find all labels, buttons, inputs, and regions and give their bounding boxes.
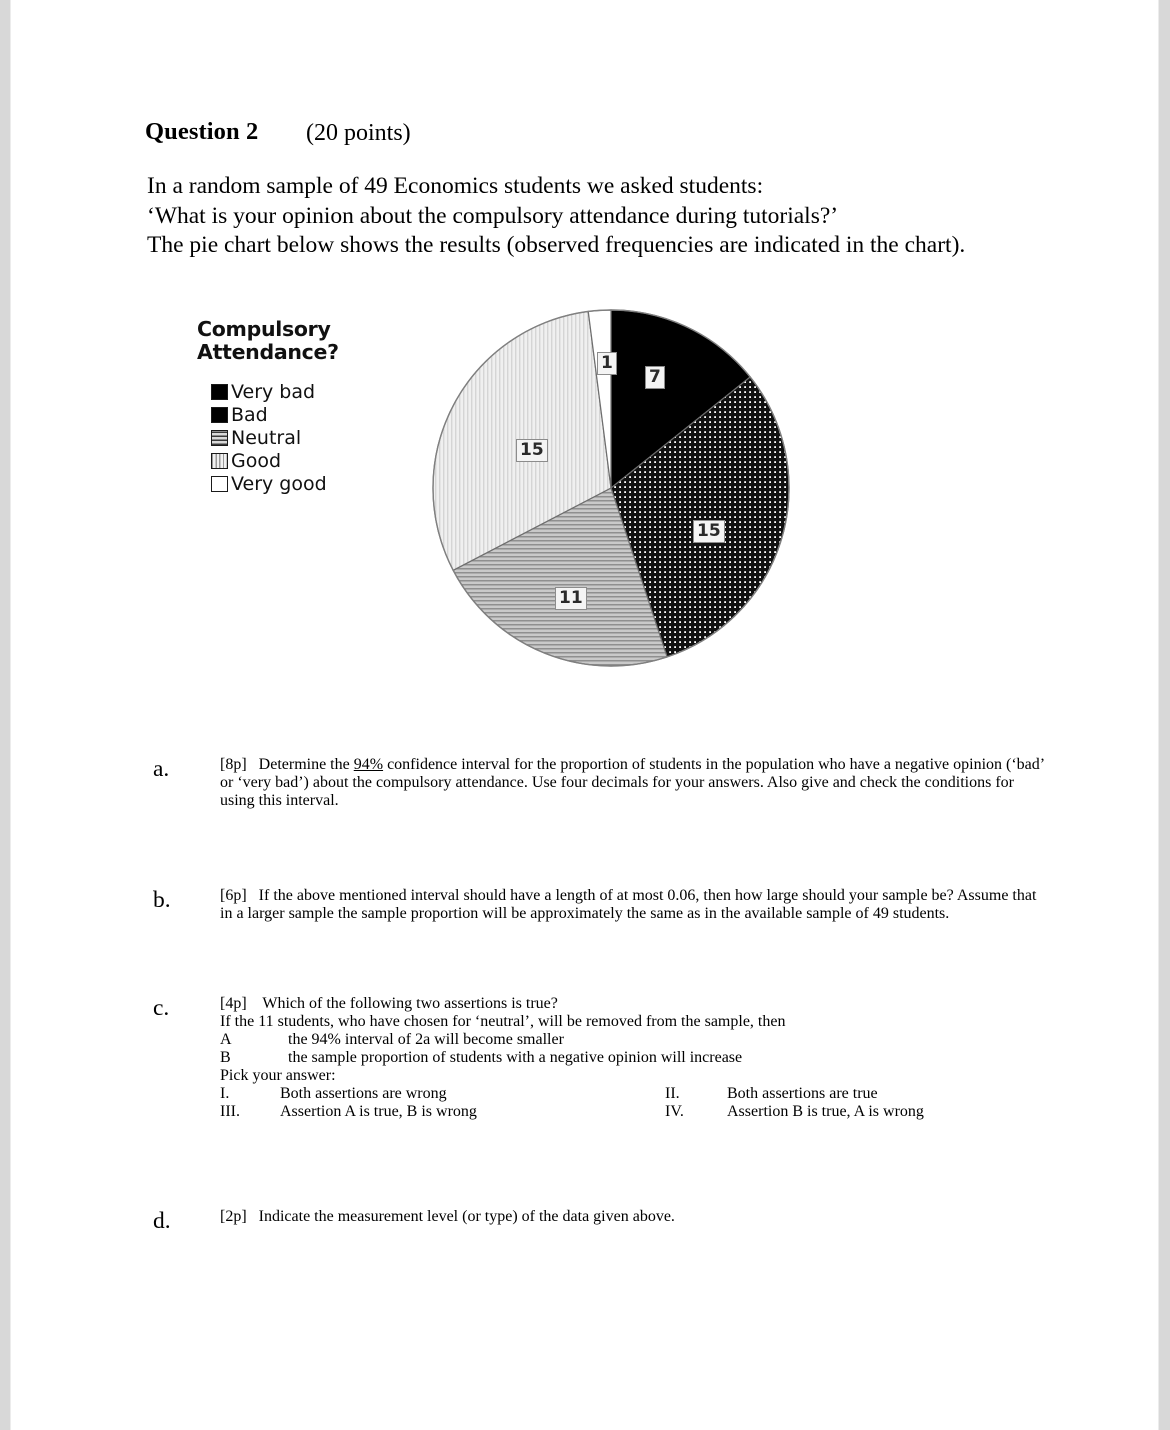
part-d-letter: d.	[153, 1208, 171, 1234]
part-c-letter: c.	[153, 995, 170, 1021]
part-c-body	[220, 995, 1050, 1121]
part-a-text-after: confidence interval for the proportion of students in the population who have a negative opinion (‘bad’ or ‘very bad’) about the compulsory attendance. Use four decimals for your answers. Also give and check the conditions for using this interval.	[220, 756, 1044, 809]
part-d-marks: [2p]	[220, 1208, 247, 1225]
part-c-options	[220, 1085, 1050, 1121]
part-a-text	[220, 756, 1050, 810]
part-a-body	[220, 756, 1050, 810]
legend-swatch-icon-good	[211, 453, 228, 469]
pie-label-bad: 15	[693, 520, 725, 543]
part-b-marks: [6p]	[220, 887, 247, 904]
part-b-content: If the above mentioned interval should have a length of at most 0.06, then how large should your sample be? Assume that in a larger sample the sample proportion will be approximately the same as in the available sample of 49 students.	[220, 887, 1037, 922]
part-b-text	[220, 887, 1050, 923]
part-c-lead: Which of the following two assertions is true?	[262, 995, 558, 1012]
part-d-text	[220, 1208, 1050, 1226]
pie-chart-figure	[189, 300, 809, 680]
part-c-assertion-b	[220, 1049, 1050, 1067]
legend-label-bad: Bad	[231, 403, 268, 426]
part-d-body	[220, 1208, 1050, 1226]
part-c-premise: If the 11 students, who have chosen for ‘neutral’, will be removed from the sample, then	[220, 1013, 786, 1030]
assertion-a-key: A	[220, 1031, 232, 1048]
legend-swatch-icon-neutral	[211, 430, 228, 446]
option-iv-key: IV.	[665, 1103, 684, 1120]
part-c-pick-label: Pick your answer:	[220, 1067, 336, 1084]
legend-label-very-bad: Very bad	[231, 380, 316, 403]
question-intro	[147, 172, 1047, 261]
part-c-assertion-a	[220, 1031, 1050, 1049]
document-page	[11, 0, 1158, 1430]
legend-swatch-icon-bad	[211, 407, 228, 423]
option-iii-text: Assertion A is true, B is wrong	[280, 1103, 477, 1120]
option-ii-key: II.	[665, 1085, 680, 1102]
legend-swatch-icon-very-bad	[211, 384, 228, 400]
assertion-a-text: the 94% interval of 2a will become smaller	[288, 1031, 564, 1048]
assertion-b-text: the sample proportion of students with a negative opinion will increase	[288, 1049, 743, 1066]
chart-legend-title	[197, 318, 339, 364]
part-d-content: Indicate the measurement level (or type) of the data given above.	[258, 1208, 675, 1225]
legend-label-neutral: Neutral	[231, 426, 302, 449]
intro-line-1: In a random sample of 49 Economics students we asked students:	[147, 173, 764, 199]
part-a-letter: a.	[153, 756, 170, 782]
part-a-text-before: Determine the	[258, 756, 354, 773]
legend-swatch-icon-very-good	[211, 476, 228, 492]
part-b-letter: b.	[153, 887, 171, 913]
option-i-key: I.	[220, 1085, 230, 1102]
pie-label-very-good: 1	[597, 352, 617, 375]
option-iii-key: III.	[220, 1103, 240, 1120]
intro-line-3: The pie chart below shows the results (observed frequencies are indicated in the chart).	[147, 232, 966, 258]
part-a-underlined: 94%	[353, 756, 384, 773]
option-ii-text: Both assertions are true	[727, 1085, 878, 1102]
pie-label-good: 15	[516, 439, 548, 462]
question-points: (20 points)	[306, 120, 411, 146]
option-iv-text: Assertion B is true, A is wrong	[727, 1103, 924, 1120]
legend-item-good	[211, 449, 327, 472]
part-c-lead-row	[220, 995, 1050, 1013]
pie-label-very-bad: 7	[645, 366, 665, 389]
intro-line-2: ‘What is your opinion about the compulsory attendance during tutorials?’	[147, 202, 839, 229]
pie-label-neutral: 11	[555, 587, 587, 610]
pie-chart	[431, 308, 791, 668]
legend-item-neutral	[211, 426, 327, 449]
part-c-marks: [4p]	[220, 995, 247, 1012]
page-title: Question 2	[145, 118, 259, 145]
part-a-marks: [8p]	[220, 756, 247, 773]
legend-title-line-1: Compulsory	[197, 317, 331, 341]
assertion-b-key: B	[220, 1049, 231, 1066]
legend-item-very-bad	[211, 380, 327, 403]
option-i-text: Both assertions are wrong	[280, 1085, 447, 1102]
legend-item-very-good	[211, 472, 327, 495]
legend-item-bad	[211, 403, 327, 426]
chart-legend	[211, 380, 327, 495]
legend-label-good: Good	[231, 449, 282, 472]
part-b-body	[220, 887, 1050, 923]
legend-label-very-good: Very good	[231, 472, 327, 495]
legend-title-line-2: Attendance?	[197, 340, 339, 364]
